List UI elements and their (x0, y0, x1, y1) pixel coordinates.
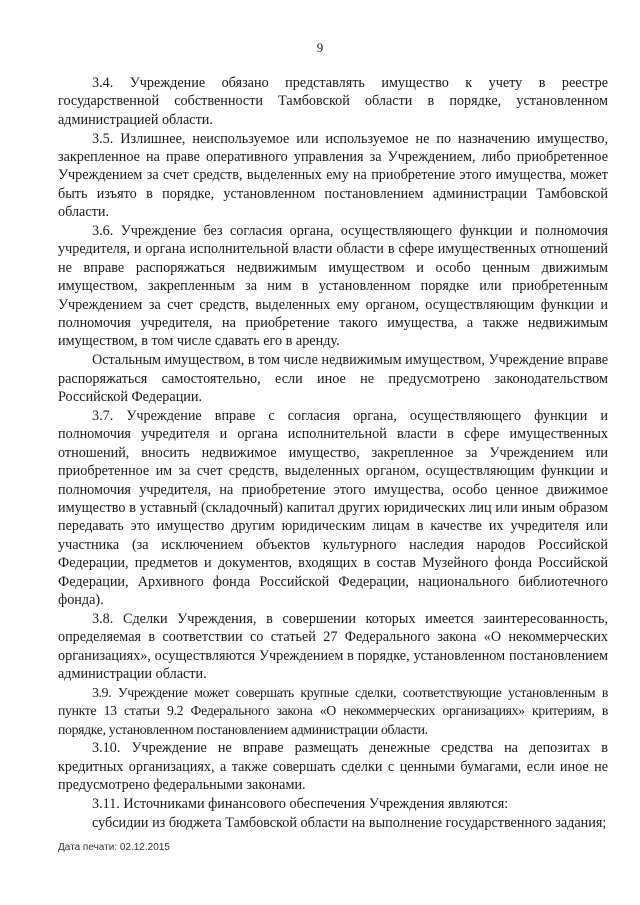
paragraph-3-11-item: субсидии из бюджета Тамбовской области на выполнение государственного задания; (92, 814, 607, 831)
print-date: Дата печати: 02.12.2015 (58, 842, 170, 853)
paragraph-3-9: 3.9. Учреждение может совершать крупные сделки, соответствующие установленным в пункте 13 статьи 9.2 Федерального закона «О некоммерческих организациях» критериям, в порядке, установленном постановлением администрации области. (58, 684, 608, 737)
paragraph-3-11: 3.11. Источниками финансового обеспечения Учреждения являются: (92, 795, 509, 812)
paragraph-3-6-continued: Остальным имуществом, в том числе недвижимым имуществом, Учреждение вправе распоряжаться самостоятельно, если иное не предусмотрено законодательством Российской Федерации. (58, 352, 608, 406)
page-number: 9 (316, 40, 324, 55)
paragraph-3-10: 3.10. Учреждение не вправе размещать денежные средства на депозитах в кредитных организациях, а также совершать сделки с ценными бумагами, если иное не предусмотрено федеральными законами. (58, 740, 608, 794)
paragraph-3-6: 3.6. Учреждение без согласия органа, осуществляющего функции и полномочия учредителя, и органа исполнительной власти области в сфере имущественных отношений не вправе распоряжаться недвижимым имуществом и особо ценным движимым имуществом, закрепленным за ним в установленном порядке или приобретенным Учреждением за счет средств, выделенных ему органом, осуществляющим функции и полномочия учредителя, на приобретение такого имущества, а также недвижимым имуществом, в том числе сдавать его в аренду. (58, 223, 608, 350)
paragraph-3-4: 3.4. Учреждение обязано представлять имущество к учету в реестре государственной собственности Тамбовской области в порядке, установленном администрацией области. (58, 75, 608, 128)
document-body (58, 74, 608, 833)
paragraph-3-7: 3.7. Учреждение вправе с согласия органа, осуществляющего функции и полномочия учредителя и органа исполнительной власти в сфере имущественных отношений, вносить недвижимое имущество, закрепленное за Учреждением или приобретенное им за счет средств, выделенных органом, осуществляющим функции и полномочия учредителя, на приобретение этого имущества, особо ценное движимое имущество в уставный (складочный) капитал других юридических лиц или иным образом передавать это имущество другим юридическим лицам в качестве их учредителя или участника (за исключением объектов культурного наследия народов Российской Федерации, предметов и документов, входящих в состав Музейного фонда Российской Федерации, Архивного фонда Российской Федерации, национального библиотечного фонда). (58, 407, 608, 608)
paragraph-3-8: 3.8. Сделки Учреждения, в совершении которых имеется заинтересованность, определяемая в соответствии со статьей 27 Федерального закона «О некоммерческих организациях», осуществляются Учреждением в порядке, установленном постановлением администрации области. (58, 610, 608, 682)
paragraph-3-5: 3.5. Излишнее, неиспользуемое или используемое не по назначению имущество, закрепленное на праве оперативного управления за Учреждением, либо приобретенное Учреждением за счет средств, выделенных ему на приобретение этого имущества, может быть изъято в порядке, установленном постановлением администрации Тамбовской области. (58, 130, 608, 221)
